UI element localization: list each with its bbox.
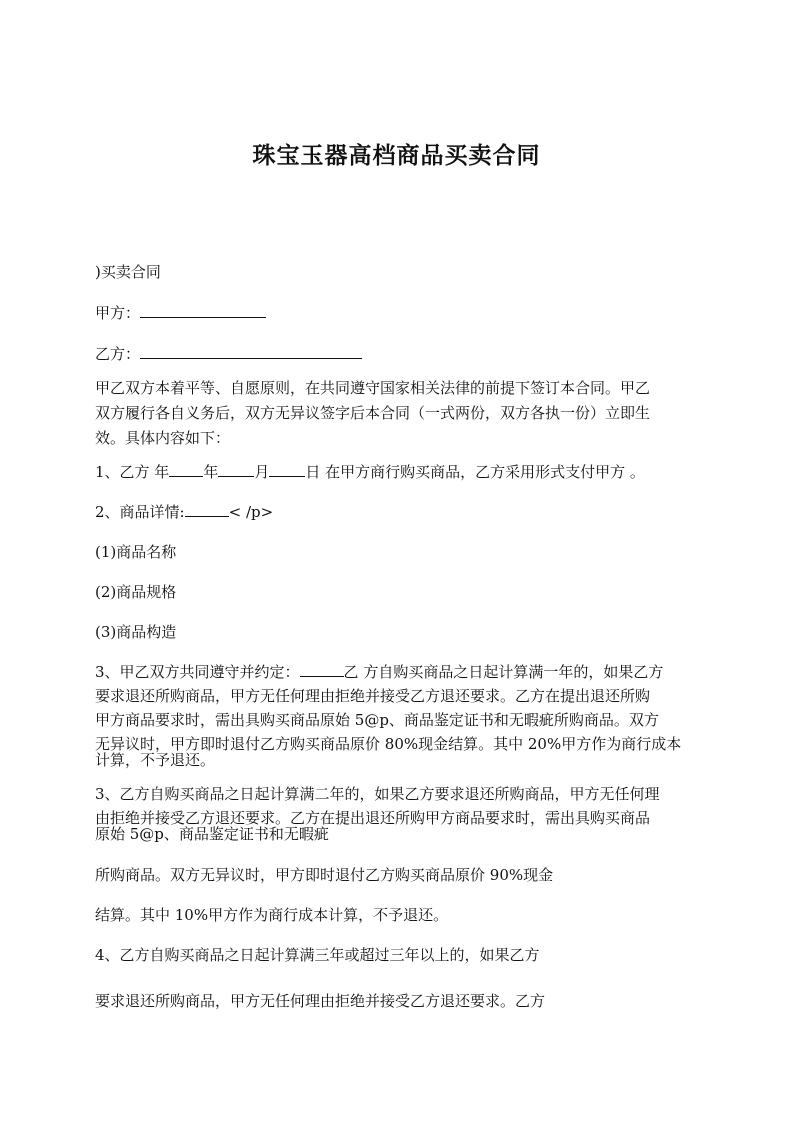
clause-2-tail: < /p> (228, 503, 274, 521)
party-a-line (95, 303, 266, 324)
party-b-blank (140, 344, 362, 359)
intro-line-3: 效。具体内容如下： (95, 429, 231, 447)
clause-2-label: 2、商品详情: (95, 503, 185, 521)
party-b-label: 乙方： (95, 345, 141, 363)
clause-3a-text: 乙 方自购买商品之日起计算满一年的，如果乙方 (343, 663, 664, 681)
intro-line-1: 甲乙双方本着平等、自愿原则，在共同遵守国家相关法律的前提下签订本合同。甲乙 (95, 379, 651, 397)
item-product-structure: (3)商品构造 (95, 623, 177, 641)
party-b-line (95, 344, 362, 365)
clause-3a-line-5: 计算，不予退还。 (95, 751, 216, 769)
party-a-label: 甲方： (95, 304, 141, 322)
clause-1-part-b: 年 (203, 463, 219, 481)
item-product-spec: (2)商品规格 (95, 583, 177, 601)
clause-3a-line-4: 无异议时，甲方即时退付乙方购买商品原价 80%现金结算。其中 20%甲方作为商行成本 (95, 735, 682, 753)
clause-3a-line-3: 甲方商品要求时，需出具购买商品原始 5@p、商品鉴定证书和无暇疵所购商品。双方 (95, 711, 659, 729)
clause-3b-end: 结算。其中 10%甲方作为商行成本计算，不予退还。 (95, 906, 449, 924)
clause-3a-label: 3、甲乙双方共同遵守并约定： (95, 663, 300, 681)
clause-1 (95, 462, 645, 483)
clause-2 (95, 502, 273, 523)
intro-line-2: 双方履行各自义务后，双方无异议签字后本合同（一式两份，双方各执一份）立即生 (95, 404, 651, 422)
item-product-name: (1)商品名称 (95, 543, 177, 561)
clause-1-blank-3 (269, 462, 305, 477)
clause-3a-line-2: 要求退还所购商品，甲方无任何理由拒绝并接受乙方退还要求。乙方在提出退还所购 (95, 687, 651, 705)
clause-3a-blank (300, 662, 344, 677)
clause-3b-continued: 所购商品。双方无异议时，甲方即时退付乙方购买商品原价 90%现金 (95, 866, 554, 884)
party-a-blank (140, 303, 266, 318)
clause-1-blank-1 (169, 462, 203, 477)
clause-1-part-c: 月 (254, 463, 270, 481)
clause-3b-line-3: 原始 5@p、商品鉴定证书和无暇疵 (95, 825, 329, 843)
clause-3b-line-1: 3、乙方自购买商品之日起计算满二年的，如果乙方要求退还所购商品，甲方无任何理 (95, 785, 660, 803)
document-title: 珠宝玉器高档商品买卖合同 (252, 143, 541, 169)
clause-1-part-a: 1、乙方 年 (95, 463, 170, 481)
clause-3b-line-2: 由拒绝并接受乙方退还要求。乙方在提出退还所购甲方商品要求时，需出具购买商品 (95, 809, 651, 827)
clause-1-blank-2 (218, 462, 254, 477)
clause-1-part-d: 日 在甲方商行购买商品，乙方采用形式支付甲方 。 (305, 463, 645, 481)
contract-heading: )买卖合同 (95, 263, 161, 281)
clause-4-continued: 要求退还所购商品，甲方无任何理由拒绝并接受乙方退还要求。乙方 (95, 992, 546, 1010)
clause-2-blank (185, 502, 229, 517)
clause-4: 4、乙方自购买商品之日起计算满三年或超过三年以上的，如果乙方 (95, 946, 540, 964)
clause-3a-line-1 (95, 662, 663, 683)
